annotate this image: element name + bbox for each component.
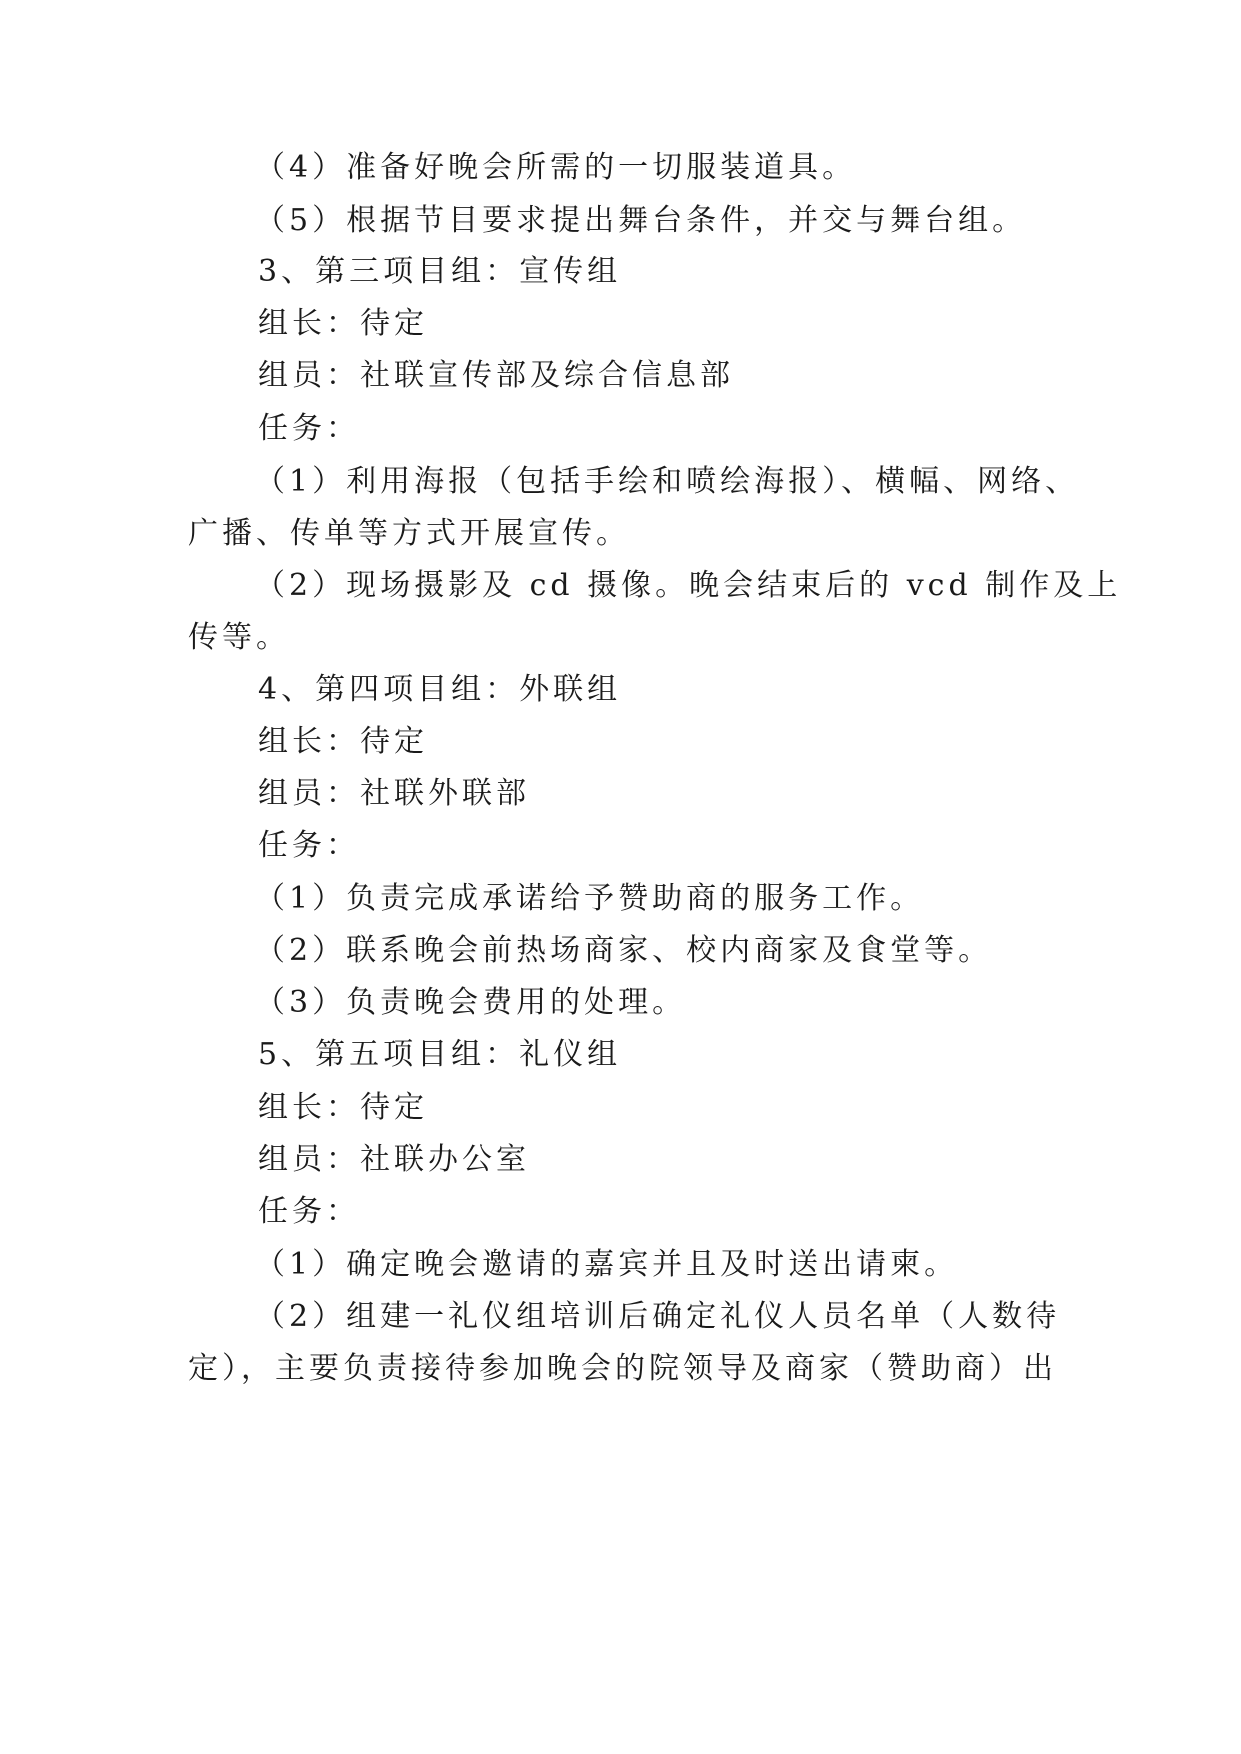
tasks-label: 任务： [258, 828, 360, 863]
task-item: （1）利用海报（包括手绘和喷绘海报）、横幅、网络、 [255, 464, 1080, 499]
task-item-continued: 传等。 [188, 620, 290, 655]
task-item-continued: 广播、传单等方式开展宣传。 [188, 516, 630, 551]
task-item: （1）确定晚会邀请的嘉宾并且及时送出请柬。 [255, 1247, 959, 1282]
task-item: （2）联系晚会前热场商家、校内商家及食堂等。 [255, 933, 993, 968]
tasks-label: 任务： [258, 1194, 360, 1229]
group-members: 组员：社联外联部 [258, 776, 530, 811]
group-leader: 组长：待定 [258, 306, 428, 341]
section-heading: 3、第三项目组：宣传组 [258, 254, 622, 289]
task-item: （2）现场摄影及 cd 摄像。晚会结束后的 vcd 制作及上 [255, 568, 1122, 603]
task-item: （4）准备好晚会所需的一切服装道具。 [255, 150, 857, 185]
section-heading: 4、第四项目组：外联组 [258, 672, 622, 707]
group-leader: 组长：待定 [258, 1090, 428, 1125]
task-item: （1）负责完成承诺给予赞助商的服务工作。 [255, 881, 925, 916]
group-members: 组员：社联办公室 [258, 1142, 530, 1177]
task-item: （2）组建一礼仪组培训后确定礼仪人员名单（人数待 [255, 1299, 1061, 1334]
group-members: 组员：社联宣传部及综合信息部 [258, 358, 734, 393]
group-leader: 组长：待定 [258, 724, 428, 759]
tasks-label: 任务： [258, 411, 360, 446]
task-item: （5）根据节目要求提出舞台条件，并交与舞台组。 [255, 203, 1027, 238]
task-item-continued: 定），主要负责接待参加晚会的院领导及商家（赞助商）出 [188, 1351, 1057, 1386]
section-heading: 5、第五项目组：礼仪组 [258, 1037, 622, 1072]
task-item: （3）负责晚会费用的处理。 [255, 985, 687, 1020]
